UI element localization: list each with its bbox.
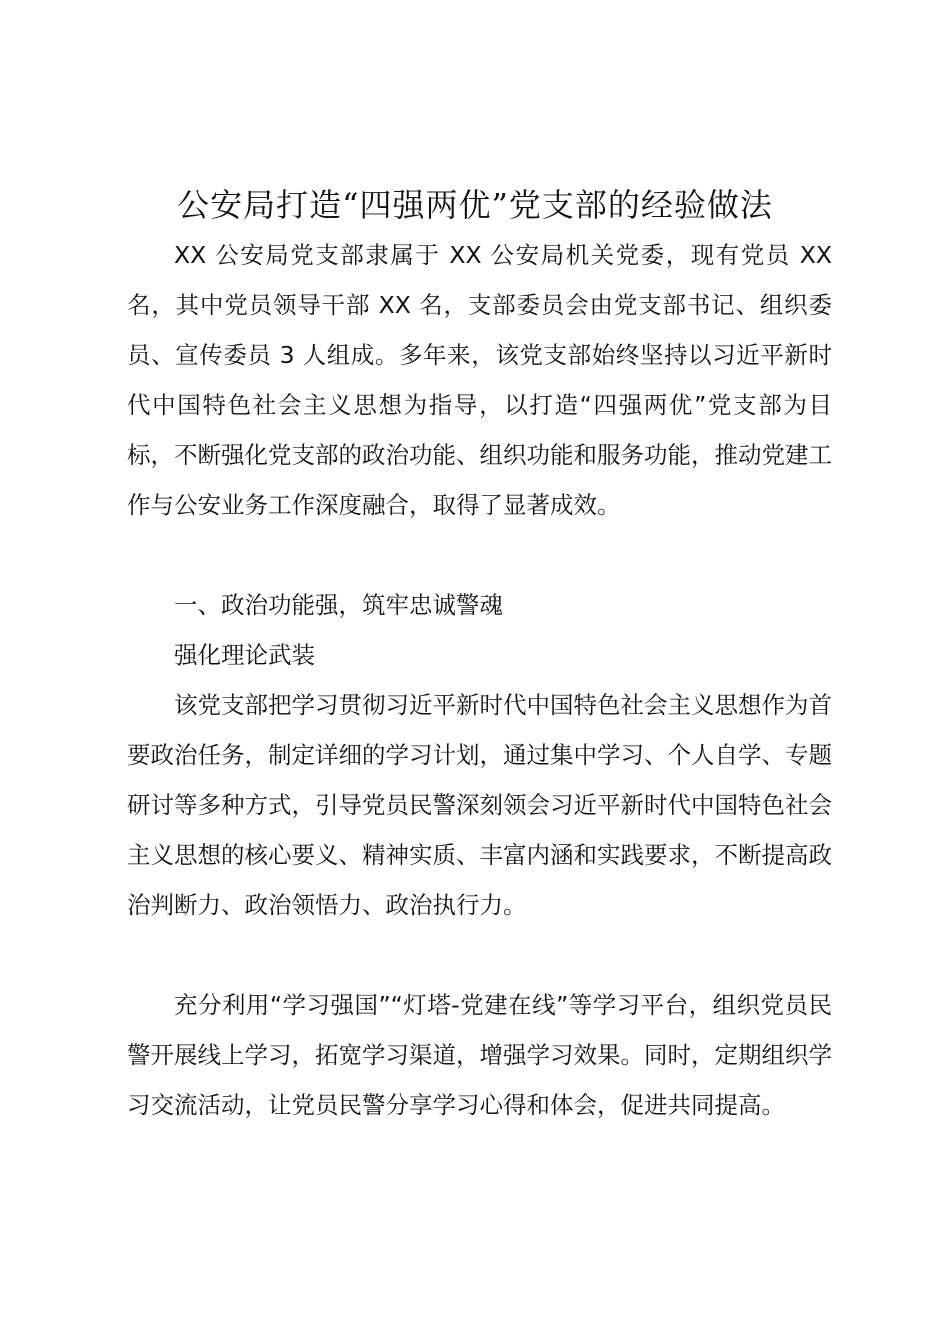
platform-paragraph: 充分利用“学习强国”“灯塔-党建在线”等学习平台，组织党员民警开展线上学习，拓宽学习渠道，增强学习效果。同时，定期组织学习交流活动，让党员民警分享学习心得和体会，促进共同提高。 [127, 991, 832, 1119]
document-title: 公安局打造“四强两优”党支部的经验做法 [177, 186, 773, 224]
section-heading: 一、政治功能强，筑牢忠诚警魂 [174, 591, 503, 619]
intro-paragraph: XX 公安局党支部隶属于 XX 公安局机关党委，现有党员 XX 名，其中党员领导干部 XX 名，支部委员会由党支部书记、组织委员、宣传委员 3 人组成。多年来，该党支部始终坚持以习近平新时代中国特色社会主义思想为指导，以打造“四强两优”党支部为目标，不断强化党支部的政治功能、组织功能和服务功能，推动党建工作与公安业务工作深度融合，取得了显著成效。 [127, 241, 832, 519]
theory-paragraph: 该党支部把学习贯彻习近平新时代中国特色社会主义思想作为首要政治任务，制定详细的学习计划，通过集中学习、个人自学、专题研讨等多种方式，引导党员民警深刻领会习近平新时代中国特色社会主义思想的核心要义、精神实质、丰富内涵和实践要求，不断提高政治判断力、政治领悟力、政治执行力。 [127, 691, 832, 919]
subsection-heading: 强化理论武装 [174, 641, 315, 669]
